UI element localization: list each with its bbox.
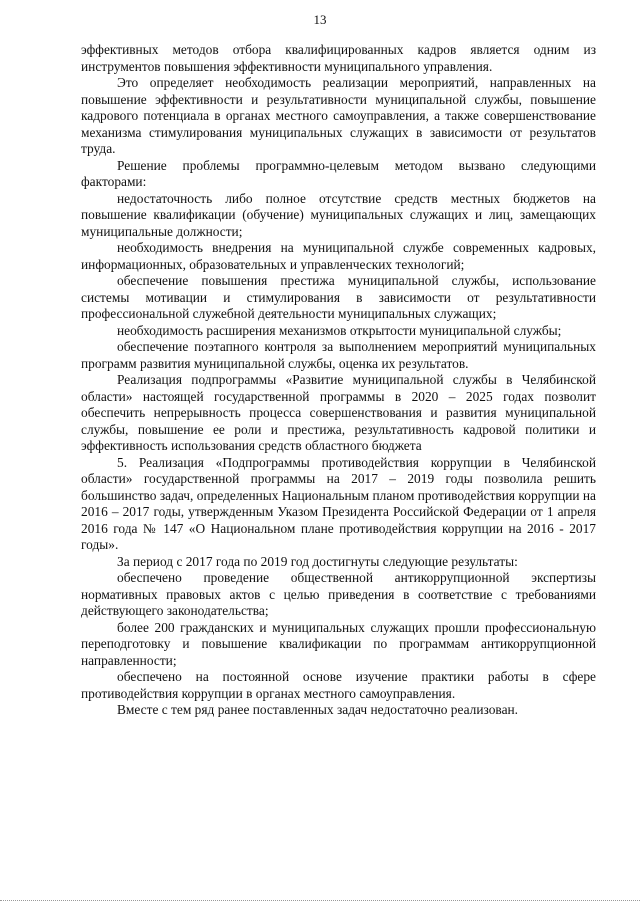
paragraph: Решение проблемы программно-целевым методом вызвано следующими факторами: <box>81 157 596 189</box>
paragraph: эффективных методов отбора квалифицированных кадров является одним из инструментов повышения эффективности муниципального управления. <box>81 42 596 74</box>
paragraph: более 200 гражданских и муниципальных служащих прошли профессиональную переподготовку и повышение квалификации по программам антикоррупционной направленности; <box>81 619 596 668</box>
page-number: 13 <box>313 12 327 27</box>
paragraph: необходимость внедрения на муниципальной службе современных кадровых, информационных, образовательных и управленческих технологий; <box>81 240 596 272</box>
paragraph: обеспечено на постоянной основе изучение практики работы в сфере противодействия коррупции в органах местного самоуправления. <box>81 669 596 701</box>
paragraph: 5. Реализация «Подпрограммы противодействия коррупции в Челябинской области» государственной программы на 2017 – 2019 годы позволила решить большинство задач, определенных Национальным планом противодействия коррупции на 2016 – 2017 годы, утвержденным Указом Президента Российской Федерации от 1 апреля 2016 года № 147 «О Национальном плане противодействия коррупции на 2016 - 2017 годы». <box>81 454 596 552</box>
paragraph: Это определяет необходимость реализации мероприятий, направленных на повышение эффективности и результативности муниципальной службы, повышение кадрового потенциала в органах местного самоуправления, а также совершенствование механизма стимулирования муниципальных служащих в зависимости от результатов труда. <box>81 75 596 156</box>
paragraph: обеспечение повышения престижа муниципальной службы, использование системы мотивации и стимулирования в зависимости от результативности профессиональной служебной деятельности муниципальных служащих; <box>81 273 596 321</box>
paragraph: недостаточность либо полное отсутствие средств местных бюджетов на повышение квалификации (обучение) муниципальных служащих и лиц, замещающих муниципальные должности; <box>81 190 596 239</box>
paragraph: обеспечено проведение общественной антикоррупционной экспертизы нормативных правовых актов с целью приведения в соответствие с требованиями действующего законодательства; <box>81 570 596 618</box>
paragraph: обеспечение поэтапного контроля за выполнением мероприятий муниципальных программ развития муниципальной службы, оценка их результатов. <box>81 339 596 371</box>
scan-edge-divider <box>0 898 640 901</box>
paragraph: Вместе с тем ряд ранее поставленных задач недостаточно реализован. <box>117 702 519 717</box>
document-body <box>81 42 596 719</box>
paragraph: необходимость расширения механизмов открытости муниципальной службы; <box>117 322 562 338</box>
paragraph: Реализация подпрограммы «Развитие муниципальной службы в Челябинской области» настоящей государственной программы в 2020 – 2025 годах позволит обеспечить непрерывность процесса совершенствования и развития муниципальной службы, повышение ее роли и престижа, результативность кадровой политики и эффективность использования средств областного бюджета <box>81 372 596 453</box>
paragraph: За период с 2017 года по 2019 год достигнуты следующие результаты: <box>117 553 518 569</box>
